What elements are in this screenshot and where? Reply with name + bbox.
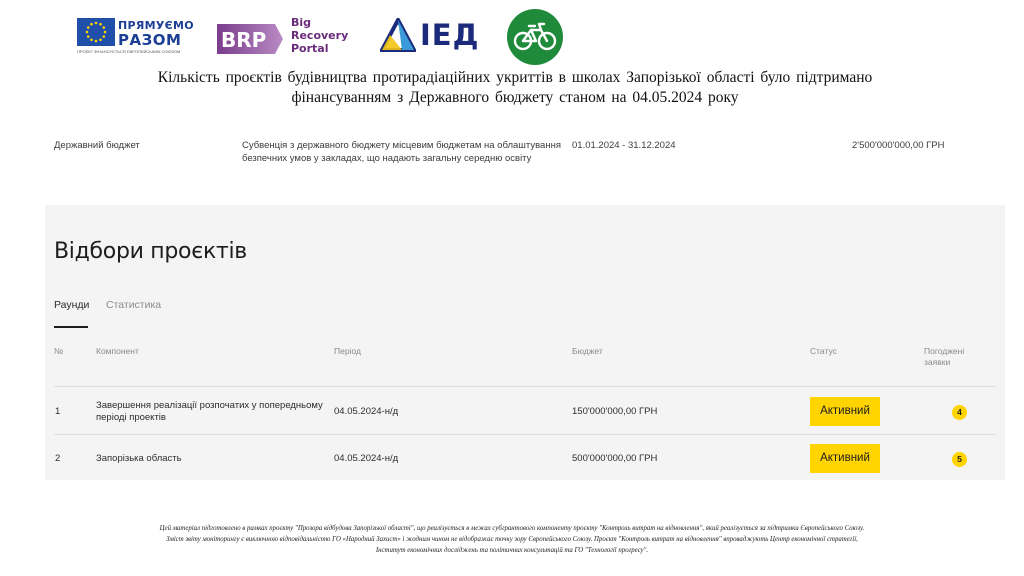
- active-tab-indicator: [54, 326, 88, 328]
- brp-big-recovery-portal-logo: [217, 16, 357, 62]
- eu-logo-text: [118, 19, 194, 47]
- panel-title: Відбори проєктів: [54, 239, 247, 264]
- brp-line3: Portal: [291, 42, 329, 55]
- column-header-component: Компонент: [96, 346, 139, 356]
- brp-logo-text: [291, 16, 348, 55]
- eu-flag-icon: [77, 18, 115, 46]
- row-component: Завершення реалізації розпочатих у попередньому періоді проектів: [96, 400, 323, 423]
- column-header-number: №: [54, 346, 64, 356]
- eu-pryamuyemo-razom-logo: [77, 18, 194, 58]
- status-active-button[interactable]: Активний: [810, 444, 880, 473]
- ied-logo: [380, 16, 480, 56]
- approved-count-badge: 4: [952, 405, 967, 420]
- brp-line2: Recovery: [291, 29, 349, 42]
- status-active-button[interactable]: Активний: [810, 397, 880, 426]
- row-budget: 500'000'000,00 ГРН: [572, 453, 658, 464]
- row-period: 04.05.2024-н/д: [334, 406, 399, 417]
- budget-source: Державний бюджет: [54, 140, 140, 151]
- table-row[interactable]: [54, 387, 996, 434]
- eu-logo-line1: ПРЯМУЄМО: [118, 19, 194, 32]
- project-selections-panel: [45, 205, 1005, 480]
- eu-logo-caption: ПРОЕКТ ФІНАНСУЄТЬСЯ ЄВРОПЕЙСЬКИМ СОЮЗОМ: [77, 49, 181, 54]
- approved-count-badge: 5: [952, 452, 967, 467]
- tab-statistics[interactable]: Статистика: [106, 299, 162, 311]
- column-header-status: Статус: [810, 346, 837, 356]
- row-period: 04.05.2024-н/д: [334, 453, 399, 464]
- document-title: [110, 68, 920, 108]
- disclaimer-line3: Інститут економічних досліджень та політичних консультацій та ГО "Технології прогресу".: [375, 547, 649, 554]
- row-component: Запорізька область: [96, 453, 182, 464]
- ied-logo-text: ІЕД: [420, 18, 480, 52]
- budget-description: Субвенція з державного бюджету місцевим бюджетам на облаштування безпечних умов у закладах, що надають загальну середню освіту: [242, 140, 561, 164]
- budget-amount: 2'500'000'000,00 ГРН: [852, 140, 945, 151]
- eu-logo-line2: РАЗОМ: [118, 31, 182, 49]
- document-title-line1: Кількість проєктів будівництва протирадіаційних укриттів в школах Запорізької області було підтримано: [157, 69, 873, 86]
- table-row[interactable]: [54, 435, 996, 482]
- disclaimer-line2: Зміст звіту моніторингу є виключною відповідальністю ГО «Народний Захист» і жодним чином не відображає точку зору Європейського Союзу. Проєкт "Контроль витрат на відновлення" впроваджують Центр економічної стратегії,: [166, 536, 858, 543]
- budget-period: 01.01.2024 - 31.12.2024: [572, 140, 676, 151]
- brp-mark-icon: [217, 24, 283, 54]
- row-number: 1: [55, 406, 61, 417]
- column-header-period: Період: [334, 346, 361, 356]
- brp-mark-text: BRP: [221, 28, 267, 52]
- brp-line1: Big: [291, 16, 312, 29]
- partner-logos: [0, 8, 1024, 66]
- column-header-budget: Бюджет: [572, 346, 603, 356]
- bicycle-icon: [506, 8, 564, 66]
- row-budget: 150'000'000,00 ГРН: [572, 406, 658, 417]
- row-number: 2: [55, 453, 61, 464]
- disclaimer-footer: [40, 523, 984, 556]
- tab-rounds[interactable]: Раунди: [54, 299, 90, 311]
- ied-triangle-icon: [380, 18, 416, 52]
- disclaimer-line1: Цей матеріал підготовлено в рамках проєкту "Прозора відбудова Запорізької області", що реалізується в межах субгрантового компоненту проєкту "Контроль витрат на відновлення", який реалізується за підтримки Європейського Союзу.: [159, 525, 865, 532]
- document-title-line2: фінансуванням з Державного бюджету станом на 04.05.2024 року: [291, 89, 739, 106]
- column-header-approved: Погоджені заявки: [924, 346, 965, 367]
